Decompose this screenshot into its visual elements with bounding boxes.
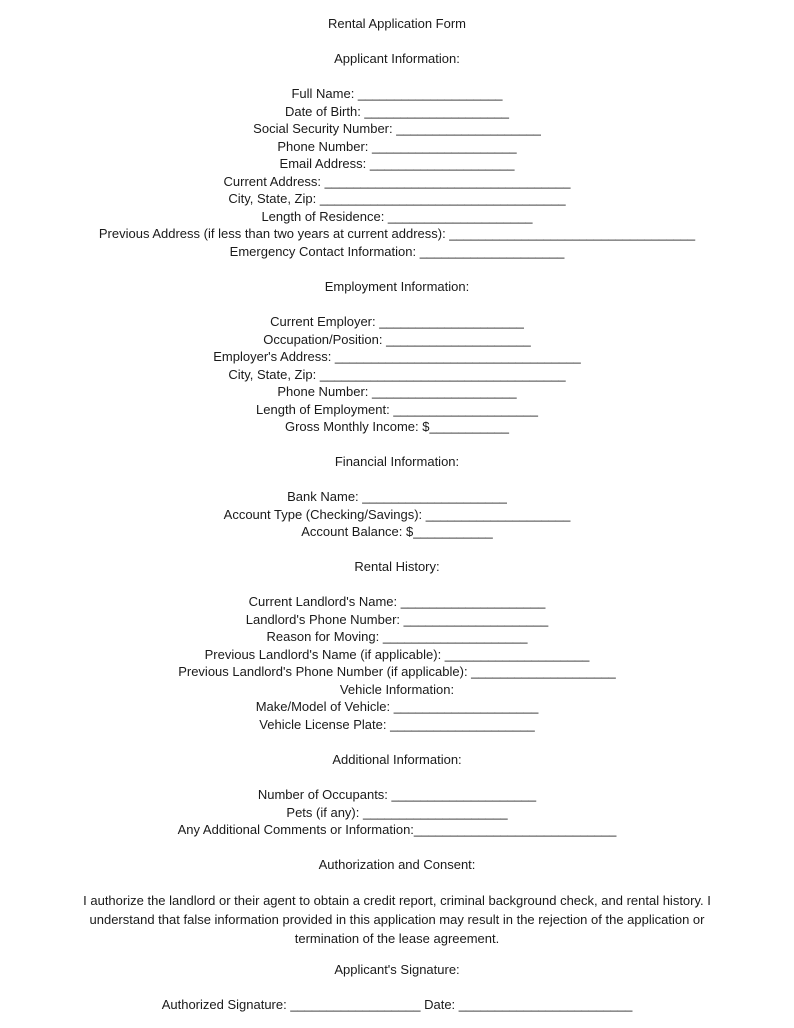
field-previous-landlord-phone: Previous Landlord's Phone Number (if applicable): ____________________ <box>178 664 616 679</box>
field-previous-address: Previous Address (if less than two years at current address): __________________________________ <box>98 226 696 241</box>
field-employer-city-state-zip: City, State, Zip: __________________________________ <box>228 367 566 382</box>
field-bank-name: Bank Name: ____________________ <box>287 489 507 504</box>
field-date-of-birth: Date of Birth: ____________________ <box>284 104 510 119</box>
applicant-heading: Applicant Information: <box>334 51 460 66</box>
field-email: Email Address: ____________________ <box>279 156 515 171</box>
authorization-paragraph: I authorize the landlord or their agent to obtain a credit report, criminal background check, and rental history. I understand that false information provided in this application may result in the rejection of the application or termination of the lease agreement. <box>83 893 711 946</box>
field-full-name: Full Name: ____________________ <box>291 86 503 101</box>
field-current-landlord-name: Current Landlord's Name: ____________________ <box>248 594 546 609</box>
authorization-heading: Authorization and Consent: <box>318 857 476 872</box>
field-length-of-employment: Length of Employment: ____________________ <box>256 402 538 417</box>
field-account-type: Account Type (Checking/Savings): ____________________ <box>223 507 571 522</box>
additional-heading: Additional Information: <box>332 752 462 767</box>
field-employer-phone: Phone Number: ____________________ <box>277 384 517 399</box>
rental-history-heading: Rental History: <box>354 559 440 574</box>
field-occupation: Occupation/Position: ____________________ <box>263 332 531 347</box>
vehicle-information-label: Vehicle Information: <box>339 682 455 697</box>
field-gross-monthly-income: Gross Monthly Income: $___________ <box>284 419 510 434</box>
field-number-of-occupants: Number of Occupants: ____________________ <box>257 787 537 802</box>
field-employer-address: Employer's Address: __________________________________ <box>213 349 581 364</box>
field-account-balance: Account Balance: $___________ <box>301 524 493 539</box>
field-city-state-zip: City, State, Zip: __________________________________ <box>228 191 566 206</box>
field-current-employer: Current Employer: ____________________ <box>270 314 524 329</box>
field-emergency-contact: Emergency Contact Information: ____________________ <box>229 244 565 259</box>
employment-heading: Employment Information: <box>324 279 470 294</box>
field-vehicle-license-plate: Vehicle License Plate: ____________________ <box>259 717 535 732</box>
field-ssn: Social Security Number: ____________________ <box>253 121 541 136</box>
signature-date-line: Authorized Signature: __________________ Date: ________________________ <box>161 997 633 1012</box>
field-vehicle-make-model: Make/Model of Vehicle: ____________________ <box>255 699 539 714</box>
field-current-address: Current Address: __________________________________ <box>223 174 571 189</box>
field-pets: Pets (if any): ____________________ <box>286 805 508 820</box>
signature-heading: Applicant's Signature: <box>334 962 460 977</box>
field-landlord-phone: Landlord's Phone Number: ____________________ <box>245 612 549 627</box>
field-reason-for-moving: Reason for Moving: ____________________ <box>266 629 528 644</box>
field-previous-landlord-name: Previous Landlord's Name (if applicable): ____________________ <box>204 647 590 662</box>
form-title: Rental Application Form <box>327 16 466 31</box>
field-additional-comments: Any Additional Comments or Information:____________________________ <box>177 822 617 837</box>
field-phone: Phone Number: ____________________ <box>277 139 517 154</box>
financial-heading: Financial Information: <box>334 454 460 469</box>
field-length-of-residence: Length of Residence: ____________________ <box>261 209 533 224</box>
